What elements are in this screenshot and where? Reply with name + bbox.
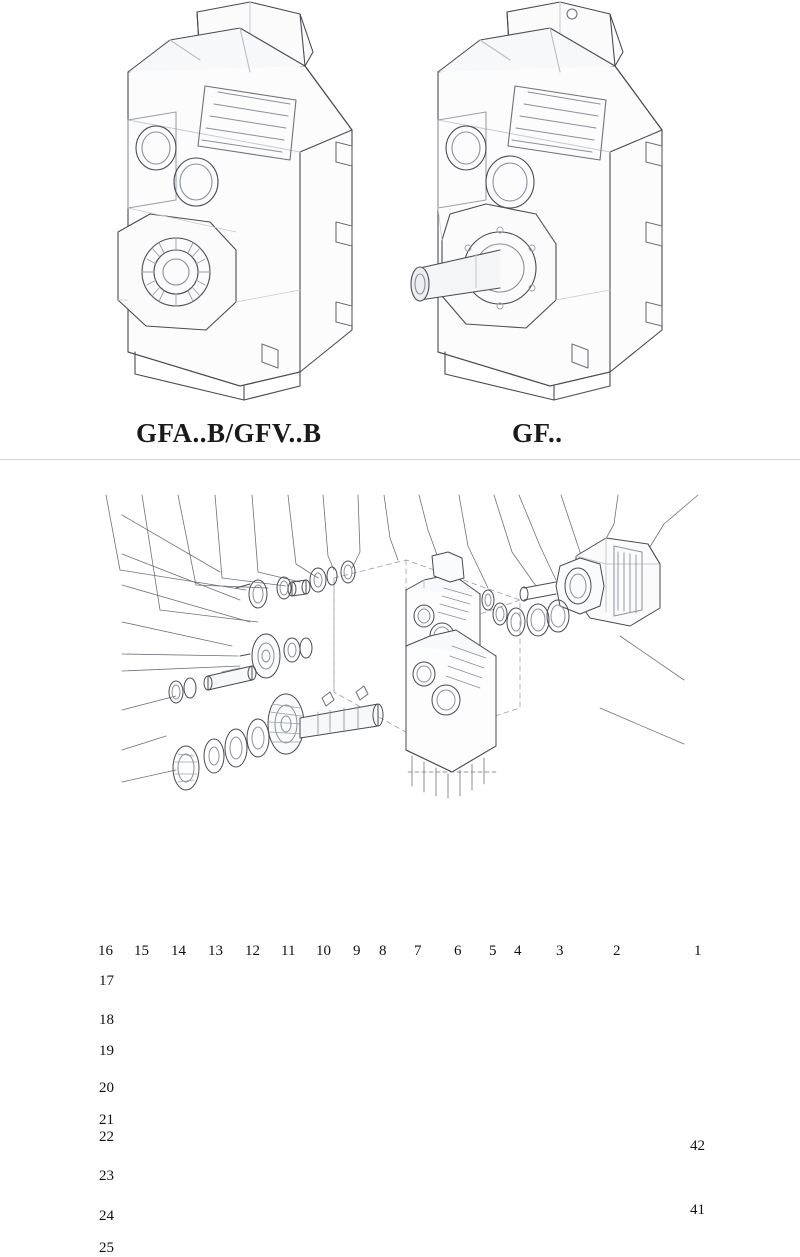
callout-8: 8 (379, 943, 387, 959)
callout-9: 9 (353, 943, 361, 959)
gear-unit-right (411, 2, 662, 400)
callout-17: 17 (99, 973, 114, 989)
callout-41: 41 (690, 1202, 705, 1218)
callout-15: 15 (134, 943, 149, 959)
callout-2: 2 (613, 943, 621, 959)
exploded-view-section (0, 460, 800, 1256)
callout-42: 42 (690, 1138, 705, 1154)
callout-1: 1 (694, 943, 702, 959)
callout-10: 10 (316, 943, 331, 959)
callout-11: 11 (281, 943, 296, 959)
callout-12: 12 (245, 943, 260, 959)
callout-25: 25 (99, 1240, 114, 1256)
caption-gfab-gfvb: GFA..B/GFV..B (136, 418, 322, 448)
callout-13: 13 (208, 943, 223, 959)
callout-6: 6 (454, 943, 462, 959)
callout-14: 14 (171, 943, 186, 959)
callout-24: 24 (99, 1208, 114, 1224)
callout-18: 18 (99, 1012, 114, 1028)
exploded-view-drawing (0, 460, 800, 800)
callout-20: 20 (99, 1080, 114, 1096)
callout-19: 19 (99, 1043, 114, 1059)
caption-gf: GF.. (512, 418, 563, 448)
callout-22: 22 (99, 1129, 114, 1145)
callout-21: 21 (99, 1112, 114, 1128)
gear-unit-left (118, 2, 352, 400)
callout-5: 5 (489, 943, 497, 959)
assembly-views-drawing (0, 0, 800, 460)
assembly-views-section (0, 0, 800, 460)
callout-16: 16 (98, 943, 113, 959)
callout-7: 7 (414, 943, 422, 959)
callout-3: 3 (556, 943, 564, 959)
callout-4: 4 (514, 943, 522, 959)
callout-23: 23 (99, 1168, 114, 1184)
